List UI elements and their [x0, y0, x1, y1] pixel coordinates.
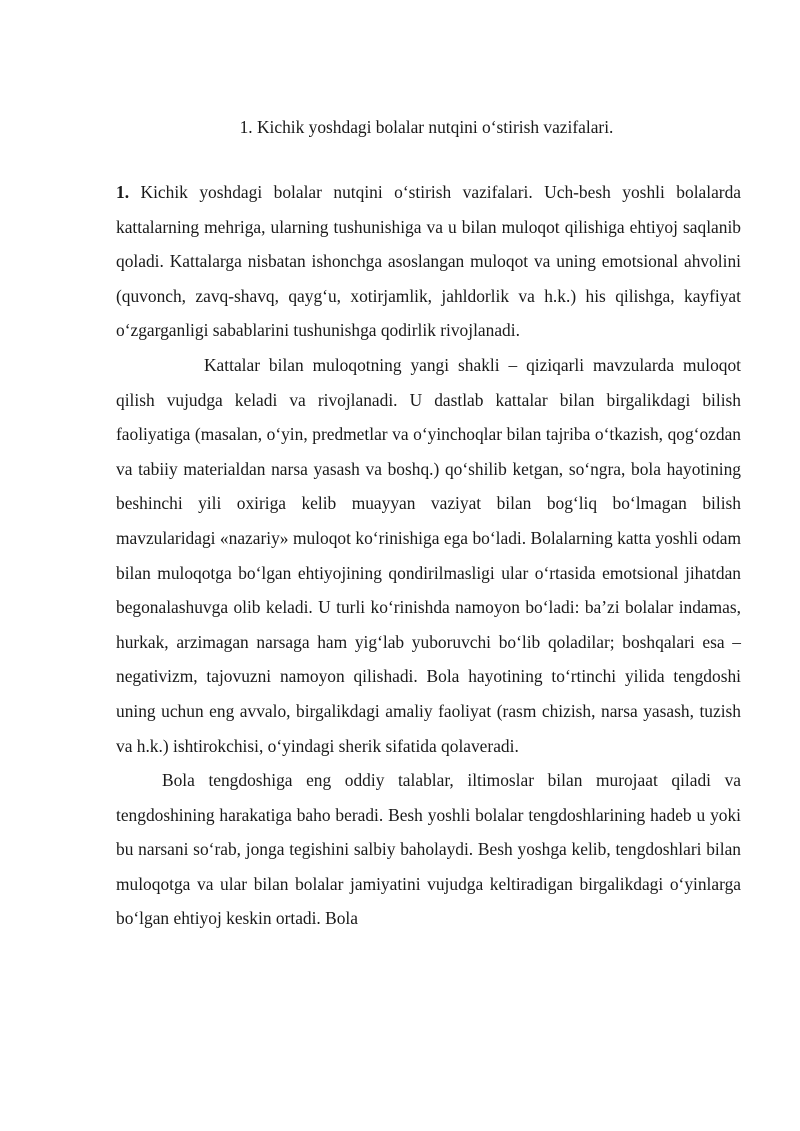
- paragraph-1: [116, 175, 741, 348]
- document-title: 1. Kichik yoshdagi bolalar nutqini o‘stirish vazifalari.: [239, 117, 614, 137]
- paragraph-1-text: Kichik yoshdagi bolalar nutqini o‘stirish vazifalari. Uch-besh yoshli bolalarda kattalarning mehriga, ularning tushunishiga va u bilan muloqot qilishiga ehtiyoj saqlanib qoladi. Kattalarga nisbatan ishonchga asoslangan muloqot va uning emotsional ahvolini (quvonch, zavq-shavq, qayg‘u, xotirjamlik, jahldorlik va h.k.) his qilishga, kayfiyat o‘zgarganligi sabablarini tushunishga qodirlik rivojlanadi.: [116, 182, 741, 341]
- paragraph-1-number: 1.: [116, 182, 130, 202]
- paragraph-3: Bola tengdoshiga eng oddiy talablar, iltimoslar bilan murojaat qiladi va tengdoshining harakatiga baho beradi. Besh yoshli bolalar tengdoshlarining hadeb u yoki bu narsani so‘rab, jonga tegishini salbiy baholaydi. Besh yoshga kelib, tengdoshlari bilan muloqotga va ular bilan bolalar jamiyatini vujudga keltiradigan birgalikdagi o‘yinlarga bo‘lgan ehtiyoj keskin ortadi. Bola: [116, 770, 741, 929]
- document-body: [116, 175, 741, 936]
- paragraph-2: Kattalar bilan muloqotning yangi shakli – qiziqarli mavzularda muloqot qilish vujudga keladi va rivojlanadi. U dastlab kattalar bilan birgalikdagi bilish faoliyatiga (masalan, o‘yin, predmetlar va o‘yinchoqlar bilan tajriba o‘tkazish, qog‘ozdan va tabiiy materialdan narsa yasash va boshq.) qo‘shilib ketgan, so‘ngra, bola hayotining beshinchi yili oxiriga kelib muayyan vaziyat bilan bog‘liq bo‘lmagan bilish mavzularidagi «nazariy» muloqot ko‘rinishiga ega bo‘ladi. Bolalarning katta yoshli odam bilan muloqotga bo‘lgan ehtiyojining qondirilmasligi ular o‘rtasida emotsional jihatdan begonalashuvga olib keladi. U turli ko‘rinishda namoyon bo‘ladi: ba’zi bolalar indamas, hurkak, arzimagan narsaga ham yig‘lab yuboruvchi bo‘lib qoladilar; boshqalari esa – negativizm, tajovuzni namoyon qilishadi. Bola hayotining to‘rtinchi yilida tengdoshi uning uchun eng avvalo, birgalikdagi amaliy faoliyat (rasm chizish, narsa yasash, tuzish va h.k.) ishtirokchisi, o‘yindagi sherik sifatida qolaveradi.: [116, 354, 741, 756]
